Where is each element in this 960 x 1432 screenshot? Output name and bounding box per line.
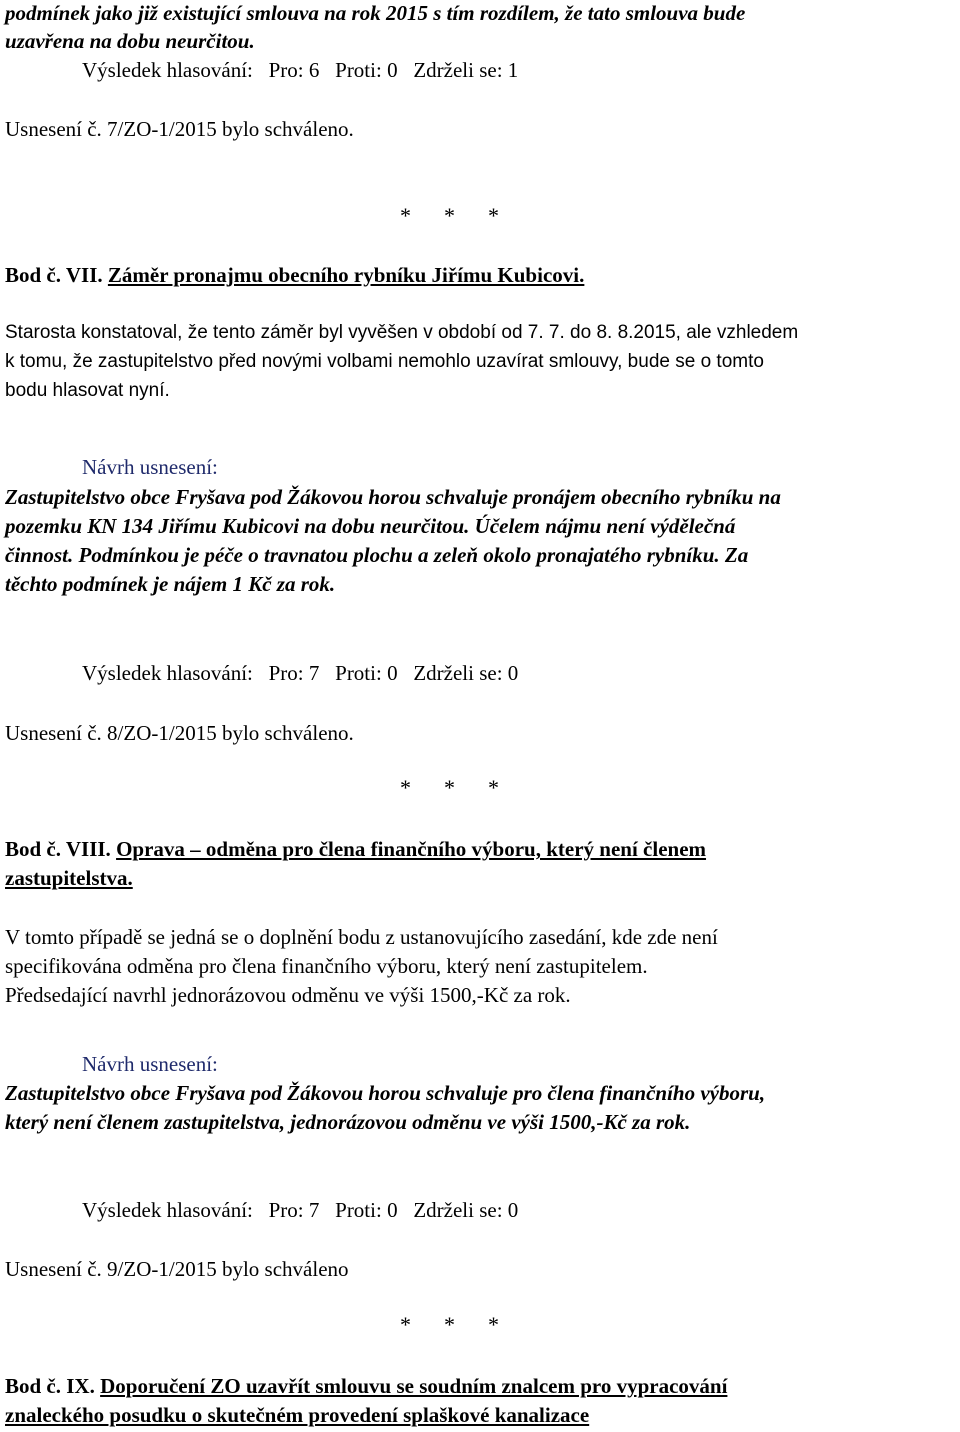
body-text-line: specifikována odměna pro člena finančního výboru, který není zastupitelem.	[5, 954, 648, 978]
proposal-text-line: uzavřena na dobu neurčitou.	[5, 29, 255, 53]
vote-result: Výsledek hlasování: Pro: 7 Proti: 0 Zdrželi se: 0	[82, 661, 519, 685]
section-title: Oprava – odměna pro člena finančního výboru, který není členem	[116, 837, 707, 861]
section-number: Bod č. IX.	[5, 1374, 95, 1398]
section-separator: * * *	[400, 203, 499, 228]
body-text-line: Starosta konstatoval, že tento záměr byl vyvěšen v období od 7. 7. do 8. 8.2015, ale vzhledem	[5, 322, 799, 343]
vote-result: Výsledek hlasování: Pro: 7 Proti: 0 Zdrželi se: 0	[82, 1198, 519, 1222]
section-title: Záměr pronajmu obecního rybníku Jiřímu Kubicovi.	[107, 263, 585, 287]
section-heading	[5, 1373, 727, 1399]
proposal-text-line: který není členem zastupitelstva, jednorázovou odměnu ve výši 1500,-Kč za rok.	[5, 1110, 691, 1134]
proposal-text-line: těchto podmínek je nájem 1 Kč za rok.	[5, 572, 336, 596]
section-heading	[5, 262, 584, 288]
section-separator: * * *	[400, 1312, 499, 1337]
proposal-text-line: činnost. Podmínkou je péče o travnatou plochu a zeleň okolo pronajatého rybníku. Za	[5, 543, 749, 567]
body-text-line: bodu hlasovat nyní.	[5, 380, 170, 401]
resolution-approved: Usnesení č. 9/ZO-1/2015 bylo schváleno	[5, 1257, 349, 1281]
body-text-line: Předsedající navrhl jednorázovou odměnu ve výši 1500,-Kč za rok.	[5, 983, 571, 1007]
proposal-label: Návrh usnesení:	[82, 1052, 218, 1076]
section-number: Bod č. VII.	[5, 263, 103, 287]
body-text-line: V tomto případě se jedná se o doplnění bodu z ustanovujícího zasedání, kde zde není	[5, 925, 718, 949]
section-title-continued: zastupitelstva.	[5, 866, 133, 890]
section-number: Bod č. VIII.	[5, 837, 111, 861]
proposal-label: Návrh usnesení:	[82, 455, 218, 479]
vote-result: Výsledek hlasování: Pro: 6 Proti: 0 Zdrželi se: 1	[82, 58, 519, 82]
resolution-approved: Usnesení č. 7/ZO-1/2015 bylo schváleno.	[5, 117, 354, 141]
proposal-text-line: Zastupitelstvo obce Fryšava pod Žákovou horou schvaluje pro člena finančního výboru,	[5, 1081, 766, 1105]
proposal-text-line: pozemku KN 134 Jiřímu Kubicovi na dobu neurčitou. Účelem nájmu není výdělečná	[5, 514, 736, 538]
section-title: Doporučení ZO uzavřít smlouvu se soudním znalcem pro vypracování	[100, 1374, 728, 1398]
section-title-continued: znaleckého posudku o skutečném provedení splaškové kanalizace	[5, 1403, 590, 1427]
section-separator: * * *	[400, 775, 499, 800]
proposal-text-line: Zastupitelstvo obce Fryšava pod Žákovou horou schvaluje pronájem obecního rybníku na	[5, 485, 781, 509]
body-text-line: k tomu, že zastupitelstvo před novými volbami nemohlo uzavírat smlouvy, bude se o tomto	[5, 351, 764, 372]
proposal-text-line: podmínek jako již existující smlouva na rok 2015 s tím rozdílem, že tato smlouva bude	[5, 1, 746, 25]
resolution-approved: Usnesení č. 8/ZO-1/2015 bylo schváleno.	[5, 721, 354, 745]
section-heading	[5, 836, 706, 862]
